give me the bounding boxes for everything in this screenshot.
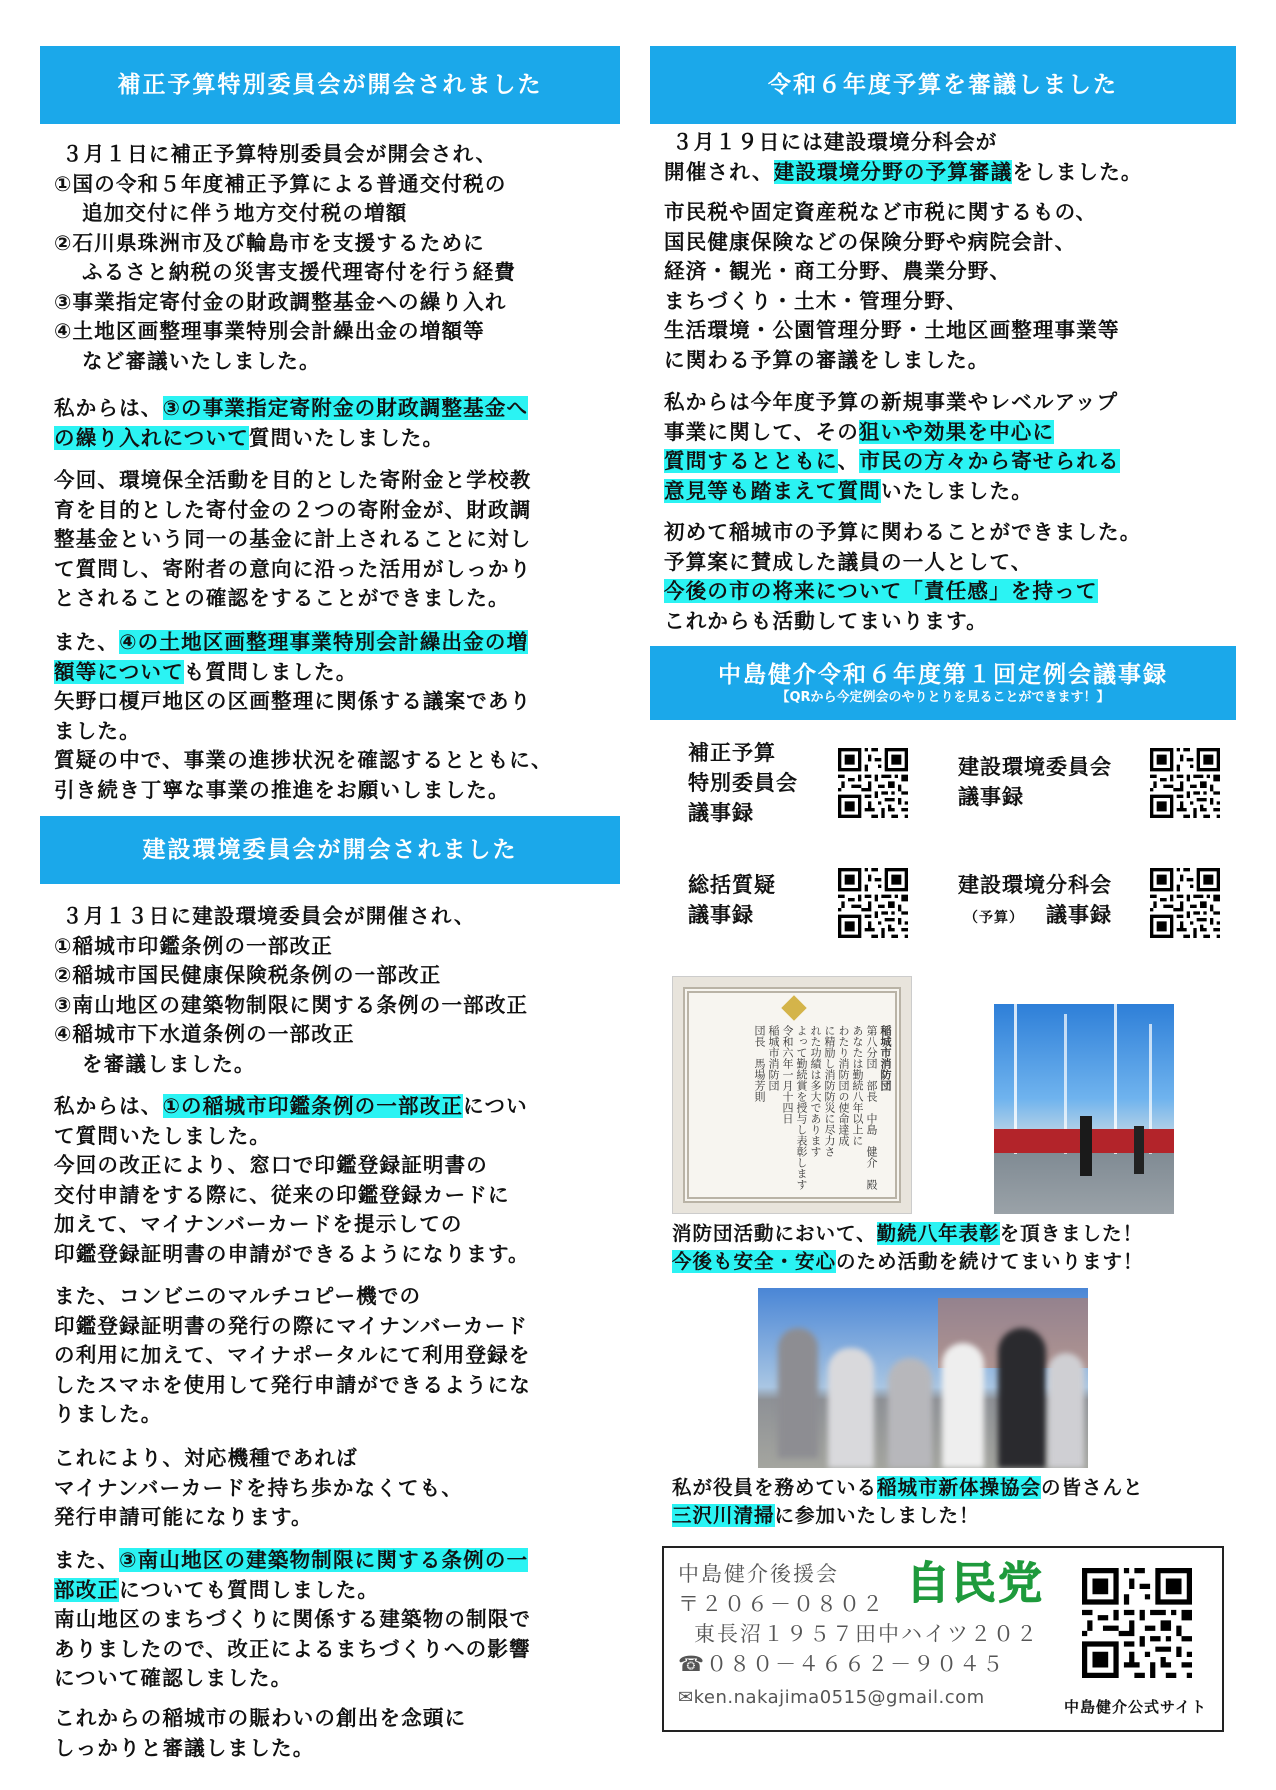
s1-question-2: また、④の土地区画整理事業特別会計繰出金の増 額等についても質問しました。 矢野口榎戸地区の区画整理に関係する議案であり ました。 質疑の中で、事業の進捗状況を確認するとともに、 引き続き丁寧な事業の推進をお願いしました。 — [54, 630, 553, 802]
minutes-heading-text: 中島健介令和６年度第１回定例会議事録 — [718, 662, 1168, 688]
s1-intro: ３月１日に補正予算特別委員会が開会され、 — [62, 142, 498, 166]
qr2-label: 建設環境委員会 議事録 — [958, 755, 1112, 809]
s3-paragraph-3: 初めて稲城市の予算に関わることができました。 予算案に賛成した議員の一人として、 今後の市の将来について「責任感」を持って これからも活動してまいります。 — [664, 520, 1142, 633]
s2-question-1: 私からは、①の稲城市印鑑条例の一部改正につい て質問いたしました。 今回の改正により、窓口で印鑑登録証明書の 交付申請をする際に、従来の印鑑登録カードに 加えて、マイナンバーカードを提示しての 印鑑登録証明書の申請ができるようになります。 — [54, 1094, 530, 1266]
s2-paragraph-2: また、コンビニのマルチコピー機での 印鑑登録証明書の発行の際にマイナンバーカード の利用に加えて、マイナポータルにて利用登録を したスマホを使用して発行申請ができるようにな りました。 — [54, 1284, 531, 1426]
s2-item-1: ①稲城市印鑑条例の一部改正 — [54, 933, 333, 958]
certificate-photo — [672, 976, 912, 1214]
s1-item-3: ③事業指定寄付金の財政調整基金への繰り入れ — [54, 289, 507, 314]
s2-item-4: ④稲城市下水道条例の一部改正 — [54, 1022, 355, 1046]
s2-item-3: ③南山地区の建築物制限に関する条例の一部改正 — [54, 992, 529, 1017]
s1-item-2: ②石川県珠洲市及び輪島市を支援するために ふるさと納税の災害支援代理寄付を行う経費 — [54, 230, 516, 284]
section-heading-fy2024-budget: 令和６年度予算を審議しました — [650, 46, 1236, 124]
qr2-code[interactable] — [1150, 748, 1220, 818]
phone[interactable]: ☎０８０－４６６２－９０４５ — [678, 1652, 1006, 1676]
s3-intro: ３月１９日には建設環境分科会が 開催され、建設環境分野の予算審議をしました。 — [664, 130, 1143, 184]
s1-item-1: ①国の令和５年度補正予算による普通交付税の 追加交付に伴う地方交付税の増額 — [54, 171, 507, 225]
s2-item-2: ②稲城市国民健康保険税条例の一部改正 — [54, 963, 442, 987]
official-site-qr[interactable] — [1082, 1568, 1192, 1678]
s2-body — [54, 902, 620, 1079]
fire-brigade-caption: 消防団活動において、勤続八年表彰を頂きました！ 今後も安全・安心のため活動を続けてまいります！ — [672, 1222, 1144, 1273]
address: 東長沼１９５７田中ハイツ２０２ — [694, 1622, 1039, 1646]
s1-item-4: ④土地区画整理事業特別会計繰出金の増額等 など審議いたしました。 — [54, 319, 485, 373]
qr4-code[interactable] — [1150, 868, 1220, 938]
s1-paragraph-2: 今回、環境保全活動を目的とした寄附金と学校教 育を目的とした寄付金の２つの寄附金が、財政調 整基金という同一の基金に計上されることに対し て質問し、寄附者の意向に沿った活用がしっかり とされることの確認をすることができました。 — [54, 468, 532, 610]
qr3-code[interactable] — [838, 868, 908, 938]
postal-code: 〒２０６－０８０２ — [678, 1592, 885, 1616]
s3-paragraph-2: 私からは今年度予算の新規事業やレベルアップ 事業に関して、その狙いや効果を中心に 質問するとともに、市民の方々から寄せられる 意見等も踏まえて質問いたしました。 — [664, 390, 1120, 503]
s1-question-1: 私からは、③の事業指定寄附金の財政調整基金へ の繰り入れについて質問いたしました。 — [54, 396, 529, 450]
qr3-label: 総括質疑 議事録 — [688, 873, 776, 927]
s2-paragraph-5: これからの稲城市の賑わいの創出を念頭に しっかりと審議しました。 — [54, 1706, 467, 1760]
official-site-caption: 中島健介公式サイト — [1064, 1698, 1207, 1716]
fire-brigade-photo — [994, 1004, 1174, 1214]
qr1-code[interactable] — [838, 748, 908, 818]
s1-body — [54, 140, 620, 376]
s2-items-end: を審議しました。 — [82, 1051, 256, 1076]
email[interactable]: ✉ken.nakajima0515@gmail.com — [678, 1687, 985, 1708]
group-cleanup-photo — [758, 1288, 1088, 1468]
section-heading-minutes — [650, 646, 1236, 720]
qr4-label: 建設環境分科会 （予算） 議事録 — [958, 873, 1112, 927]
s2-paragraph-3: これにより、対応機種であれば マイナンバーカードを持ち歩かなくても、 発行申請可能になります。 — [54, 1446, 464, 1529]
minutes-heading-sub: 【QRから今定例会のやりとりを見ることができます！】 — [776, 690, 1110, 705]
s2-question-2: また、③南山地区の建築物制限に関する条例の一 部改正についても質問しました。 南山地区のまちづくりに関係する建築物の制限で ありましたので、改正によるまちづくりへの影響 について確認しました。 — [54, 1548, 532, 1690]
support-org: 中島健介後援会 — [678, 1562, 839, 1586]
contact-box — [662, 1546, 1224, 1732]
certificate-text: 稲城市消防団 第八分団 部長 中島 健介 殿 あなたは勤続八年以上に わたり消防団の使命達成 に精励し消防防災に尽力さ れた功績は多大であります よって勤続賞を授与し表彰します 令和六年一月十四日 稲城市消防団 団長 馬場芳則 — [753, 1025, 892, 1190]
cleanup-caption: 私が役員を務めている稲城市新体操協会の皆さんと 三沢川清掃に参加いたしました！ — [672, 1476, 1144, 1527]
section-heading-supplementary-budget: 補正予算特別委員会が開会されました — [40, 46, 620, 124]
party-logo: 自民党 — [906, 1558, 1044, 1609]
s3-paragraph-1: 市民税や固定資産税など市税に関するもの、 国民健康保険などの保険分野や病院会計、 経済・観光・商工分野、農業分野、 まちづくり・土木・管理分野、 生活環境・公園管理分野・土地区画整理事業等 に関わる予算の審議をしました。 — [664, 200, 1120, 372]
section-heading-construction-committee: 建設環境委員会が開会されました — [40, 816, 620, 884]
qr1-label: 補正予算 特別委員会 議事録 — [688, 741, 798, 825]
s2-intro: ３月１３日に建設環境委員会が開催され、 — [62, 904, 476, 928]
